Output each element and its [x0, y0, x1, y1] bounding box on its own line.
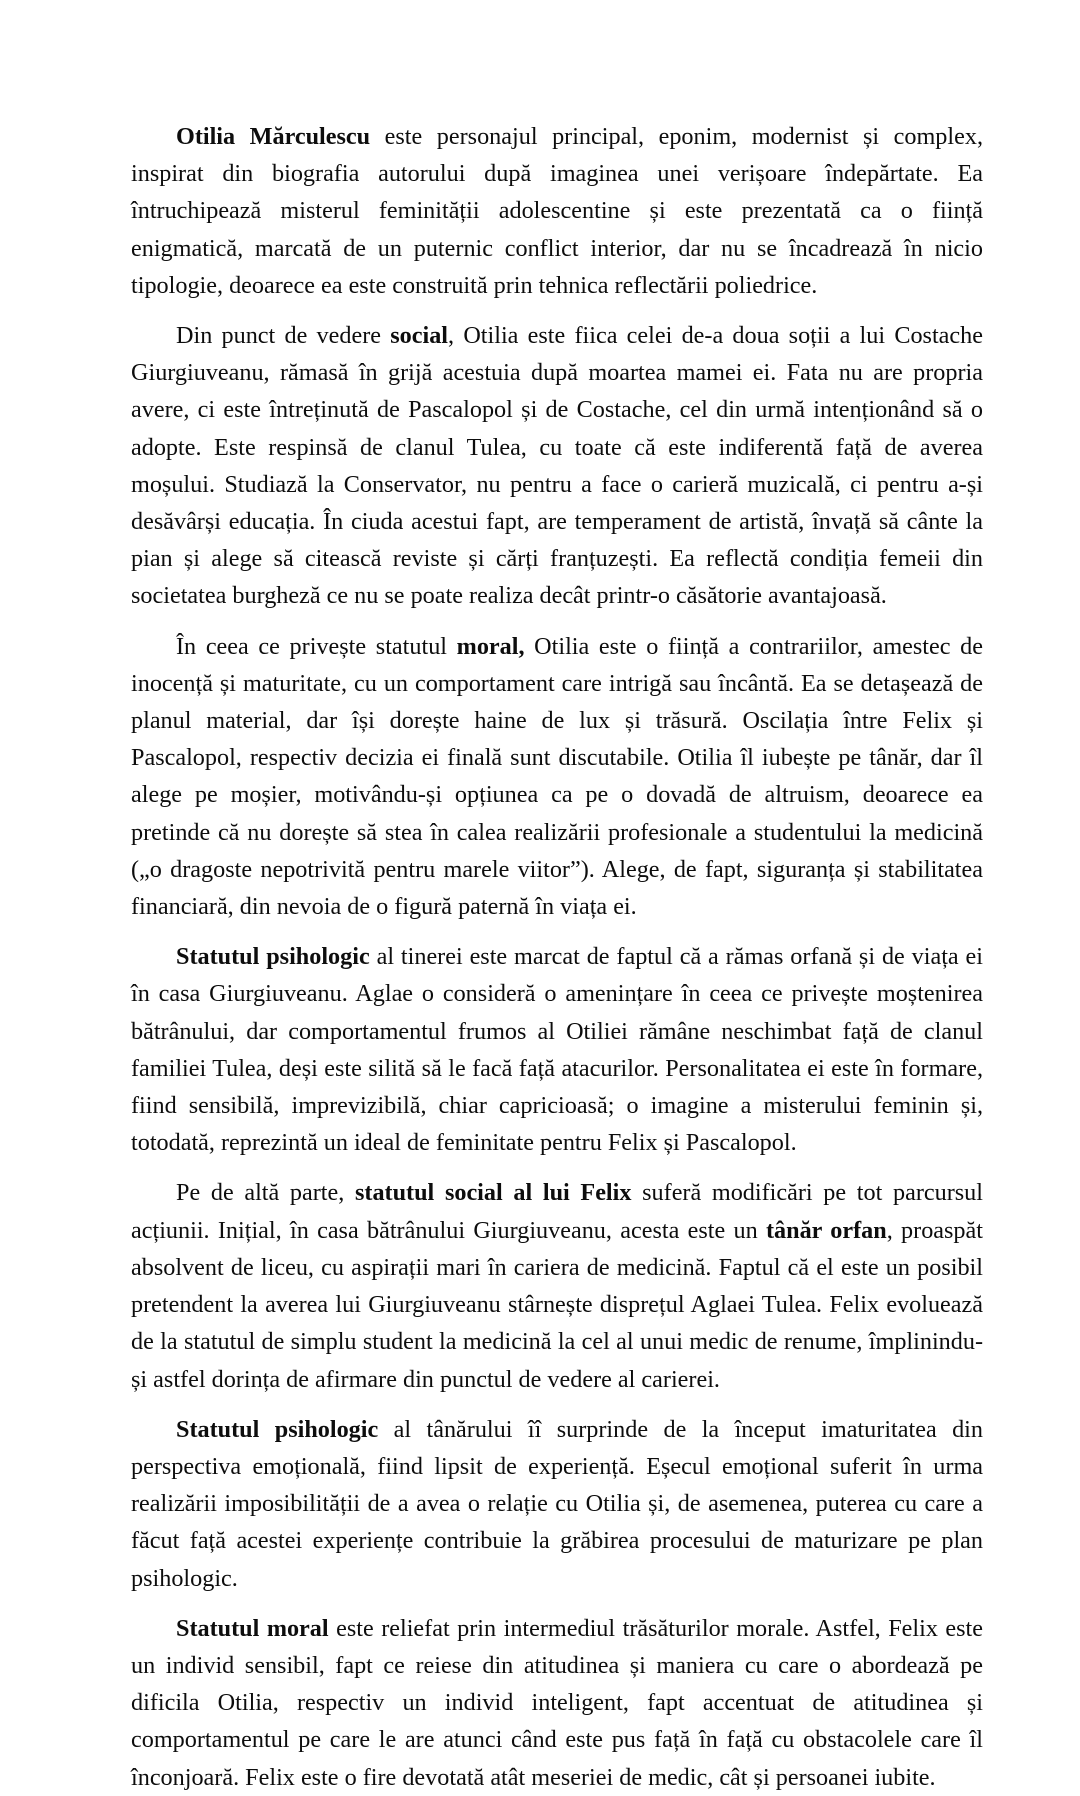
text-run: , proaspăt absolvent de liceu, cu aspirații mari în cariera de medicină. Faptul că el este un posibil pretendent la averea lui Giurgiuveanu stârnește disprețul Aglaei Tulea. Felix evoluează de la statutul de simplu student la medicină la cel al unui medic de renume, împlinindu-și astfel dorința de afirmare din punctul de vedere al carierei.: [131, 1216, 983, 1393]
bold-run: Otilia Mărculescu: [176, 123, 371, 150]
text-run: În ceea ce privește statutul: [176, 632, 457, 660]
text-run: Otilia este o ființă a contrariilor, amestec de inocență și maturitate, cu un comportament care intrigă sau încântă. Ea se detașează de planul material, dar își dorește haine de lux și trăsură. Oscilația între Felix și Pascalopol, respectiv decizia ei finală sunt discutabile. Otilia îl iubește pe tânăr, dar îl alege pe moșier, motivându-și opțiunea ca pe o dovadă de altruism, deoarece ea pretinde că nu dorește să stea în calea realizării profesionale a studentului la medicină („o dragoste nepotrivită pentru marele viitor”). Alege, de fapt, siguranța și stabilitatea financiară, din nevoia de o figură paternă în viața ei.: [131, 632, 983, 921]
paragraph: [131, 317, 983, 615]
paragraph: [131, 938, 983, 1161]
text-run: Pe de altă parte,: [176, 1179, 355, 1207]
bold-run: Statutul psihologic: [176, 943, 370, 971]
text-run: , Otilia este fiica celei de-a doua soții a lui Costache Giurgiuveanu, rămasă în grijă acestuia după moartea mamei ei. Fata nu are propria avere, ci este întreținută de Pascalopol și de Costache, cel din urmă intenționând să o adopte. Este respinsă de clanul Tulea, cu toate că este indiferentă față de averea moșului. Studiază la Conservator, nu pentru a face o carieră muzicală, ci pentru a-și desăvârși educația. În ciuda acestui fapt, are temperament de artistă, învață să cânte la pian și alege să citească reviste și cărți franțuzești. Ea reflectă condiția femeii din societatea burgheză ce nu se poate realiza decât printr-o căsătorie avantajoasă.: [131, 322, 983, 610]
text-run: al tinerei este marcat de faptul că a rămas orfană și de viața ei în casa Giurgiuveanu. Aglae o consideră o amenințare în ceea ce privește moștenirea bătrânului, dar comportamentul frumos al Otiliei rămâne neschimbat față de clanul familiei Tulea, deși este silită să le facă față atacurilor. Personalitatea ei este în formare, fiind sensibilă, imprevizibilă, chiar capricioasă; o imagine a misterului feminin și, totodată, reprezintă un ideal de feminitate pentru Felix și Pascalopol.: [131, 943, 983, 1157]
paragraph: [131, 1610, 983, 1796]
paragraph: [131, 118, 983, 304]
paragraph: [131, 1411, 983, 1597]
paragraph: [131, 1174, 983, 1397]
bold-run: statutul social al lui Felix: [354, 1179, 632, 1207]
bold-run: Statutul psihologic: [176, 1415, 379, 1443]
text-run: este personajul principal, eponim, modernist și complex, inspirat din biografia autorului după imaginea unei verișoare îndepărtate. Ea întruchipează misterul feminității adolescentine și este prezentată ca o ființă enigmatică, marcată de un puternic conflict interior, dar nu se încadrează în nicio tipologie, deoarece ea este construită prin tehnica reflectării poliedrice.: [131, 123, 983, 299]
bold-run: moral,: [456, 632, 525, 660]
bold-run: tânăr orfan: [765, 1216, 887, 1244]
text-run: este reliefat prin intermediul trăsăturilor morale. Astfel, Felix este un individ sensibil, fapt ce reiese din atitudinea și maniera cu care o abordează pe dificila Otilia, respectiv un individ inteligent, fapt accentuat de atitudinea și comportamentul pe care le are atunci când este pus față în față cu obstacolele care îl înconjoară. Felix este o fire devotată atât meseriei de medic, cât și persoanei iubite.: [131, 1614, 984, 1791]
bold-run: Statutul moral: [176, 1614, 329, 1642]
text-run: suferă modificări pe tot parcursul acțiunii. Inițial, în casa bătrânului Giurgiuveanu, acesta este un: [131, 1179, 983, 1244]
document-text-body: [131, 118, 983, 1796]
paragraph: [131, 628, 983, 926]
text-run: al tânărului îî surprinde de la început imaturitatea din perspectiva emoțională, fiind lipsit de experiență. Eșecul emoțional suferit în urma realizării imposibilității de a avea o relație cu Otilia și, de asemenea, puterea cu care a făcut față acestei experiențe contribuie la grăbirea procesului de maturizare pe plan psihologic.: [131, 1415, 983, 1592]
text-run: Din punct de vedere: [176, 322, 391, 350]
bold-run: social: [390, 322, 449, 350]
